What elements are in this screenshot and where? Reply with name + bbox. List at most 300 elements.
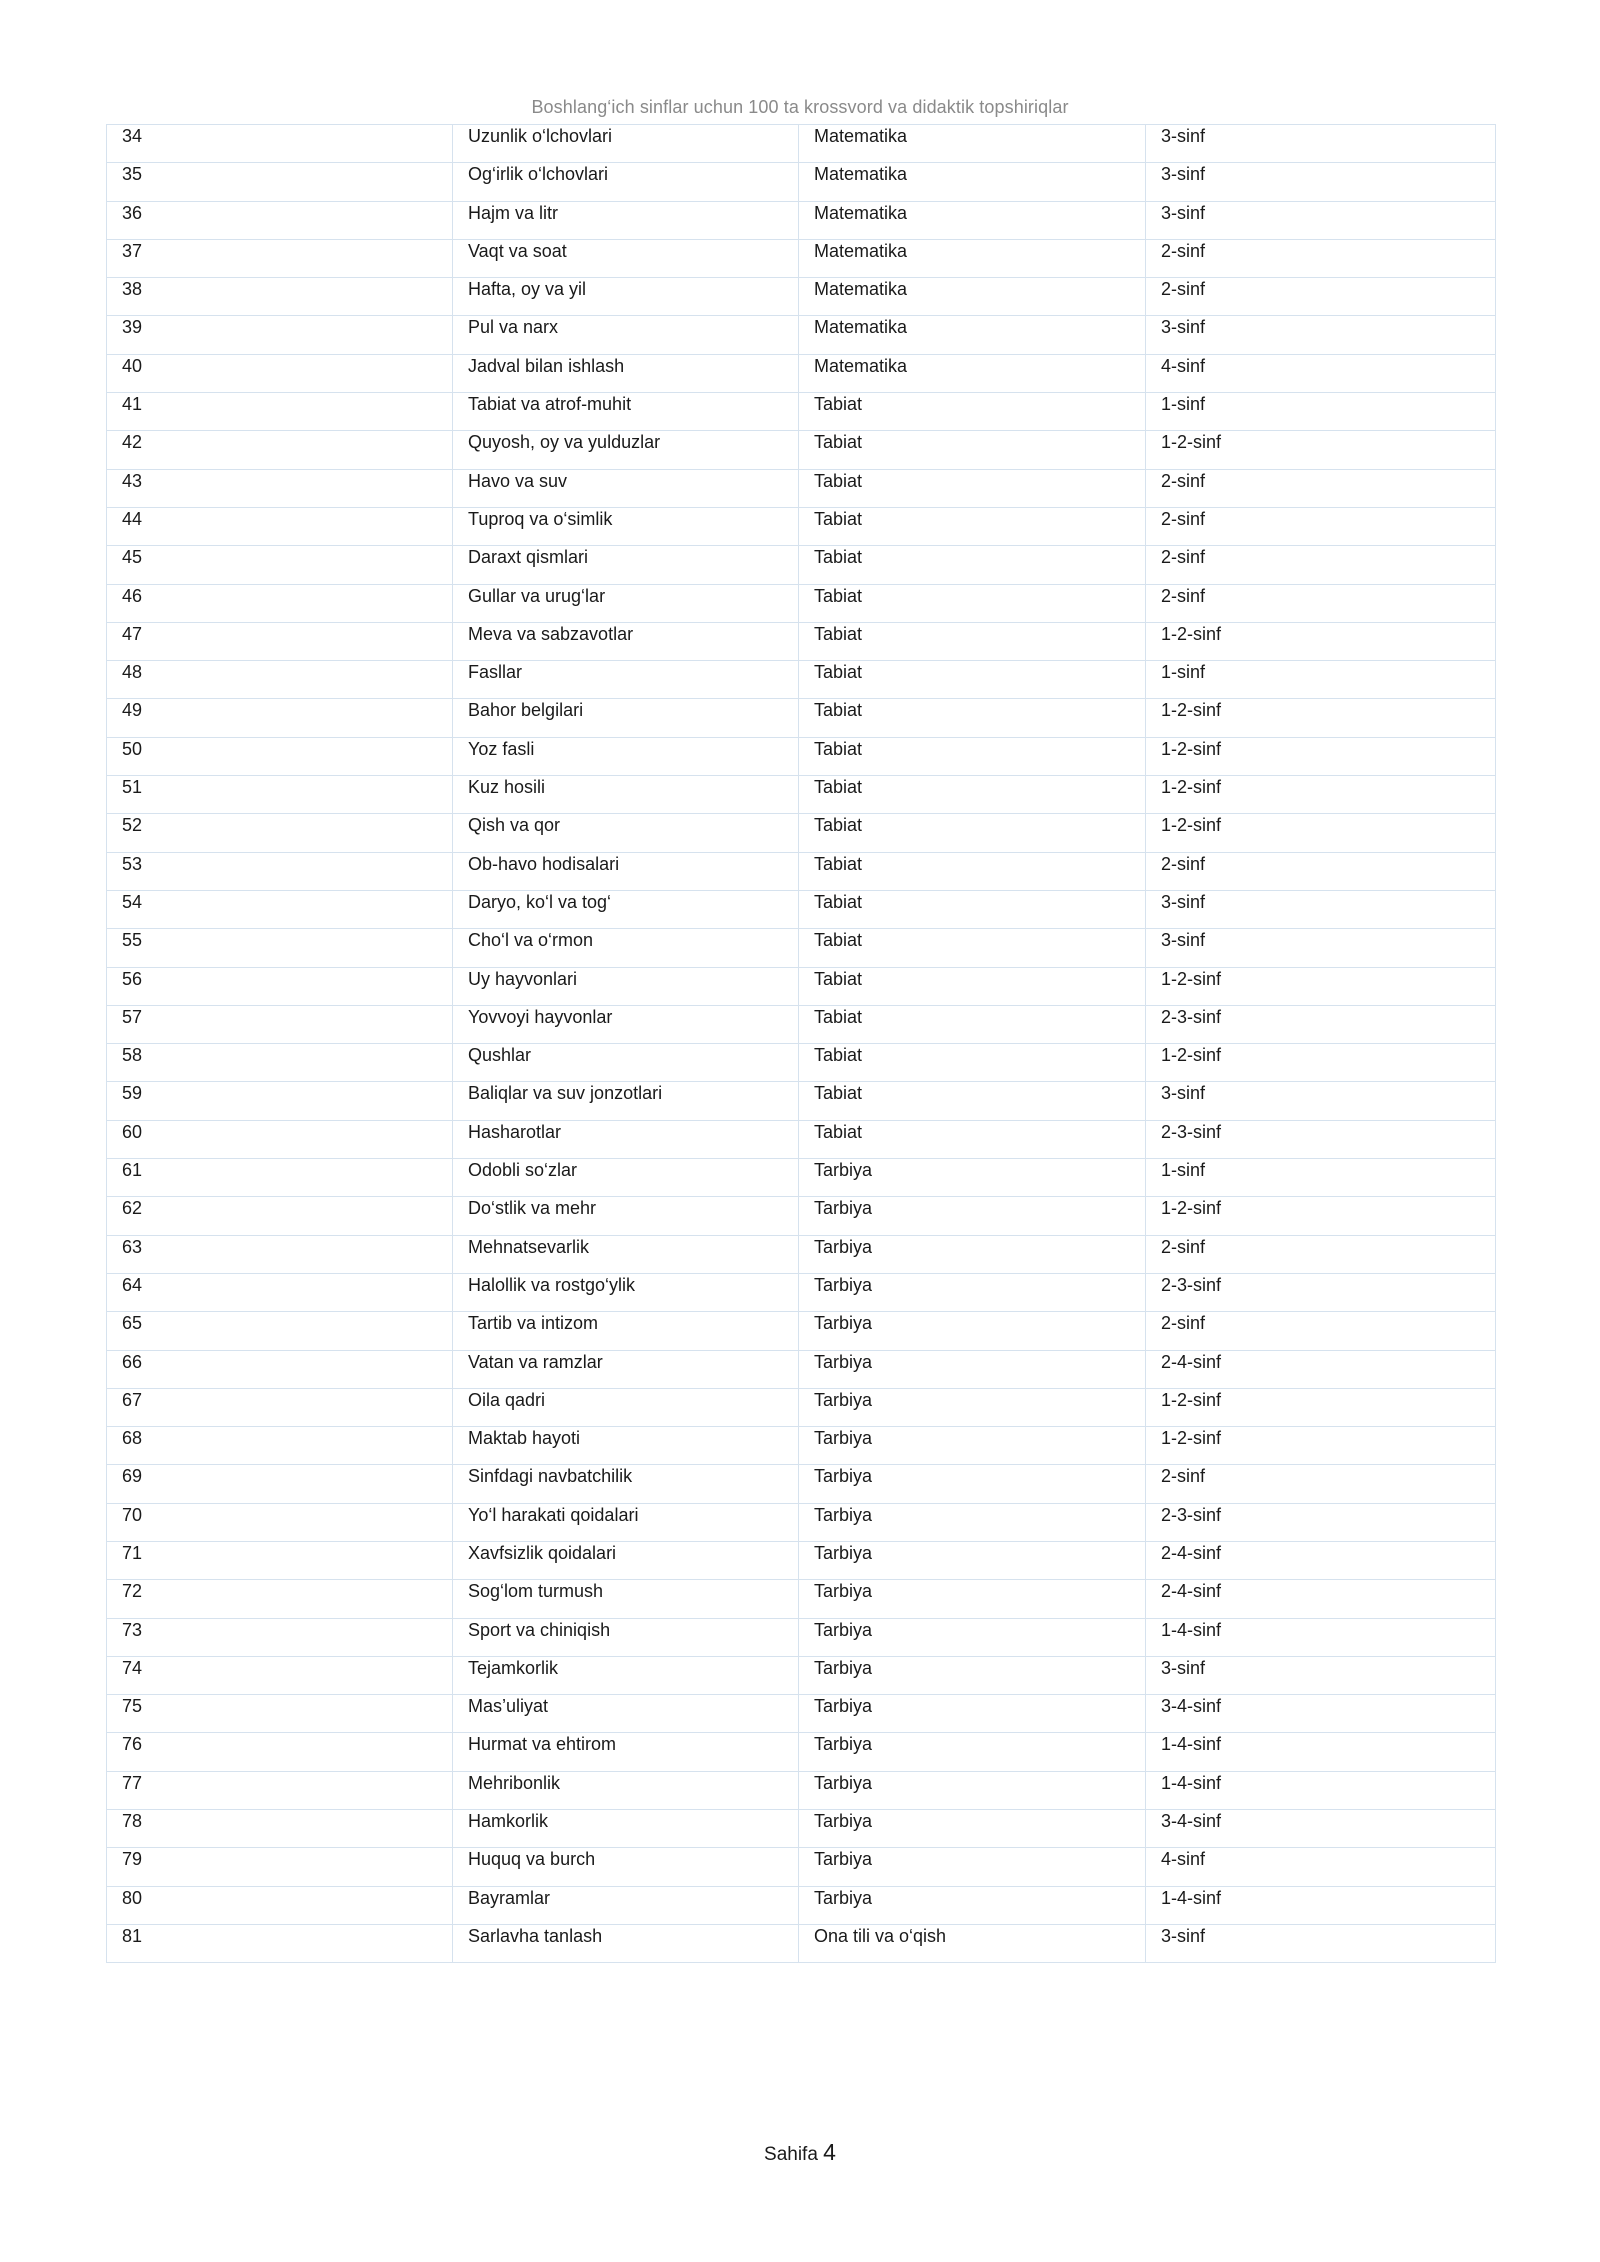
- cell-grade: [1146, 929, 1496, 967]
- cell-subject: [799, 814, 1146, 852]
- cell-grade: [1146, 1312, 1496, 1350]
- cell-grade-text: 3-sinf: [1161, 317, 1206, 338]
- cell-grade-text: 3-sinf: [1161, 202, 1206, 223]
- cell-topic: [453, 1541, 799, 1579]
- cell-number: [107, 852, 453, 890]
- cell-number-text: 41: [122, 394, 143, 415]
- cell-grade-text: 3-sinf: [1161, 1925, 1206, 1946]
- table-row: [107, 1350, 1496, 1388]
- table-row: [107, 1005, 1496, 1043]
- cell-grade: [1146, 1044, 1496, 1082]
- cell-grade-text: 1-2-sinf: [1161, 1045, 1222, 1066]
- cell-subject: [799, 1924, 1146, 1962]
- cell-topic-text: Vaqt va soat: [468, 240, 567, 261]
- cell-topic: [453, 1235, 799, 1273]
- cell-topic-text: Uzunlik o‘lchovlari: [468, 126, 613, 146]
- cell-topic: [453, 967, 799, 1005]
- cell-subject-text: Tabiat: [814, 968, 863, 989]
- cell-topic-text: Cho‘l va o‘rmon: [468, 930, 594, 951]
- cell-grade: [1146, 354, 1496, 392]
- cell-topic-text: Xavfsizlik qoidalari: [468, 1542, 617, 1563]
- cell-grade: [1146, 584, 1496, 622]
- cell-grade-text: 1-2-sinf: [1161, 432, 1222, 453]
- cell-topic: [453, 1848, 799, 1886]
- cell-topic: [453, 393, 799, 431]
- cell-number: [107, 1618, 453, 1656]
- cell-subject-text: Tarbiya: [814, 1504, 873, 1525]
- cell-number-text: 48: [122, 662, 143, 683]
- cell-number: [107, 814, 453, 852]
- cell-topic: [453, 1733, 799, 1771]
- cell-subject: [799, 1695, 1146, 1733]
- table-row: [107, 737, 1496, 775]
- page-header-title: Boshlang‘ich sinflar uchun 100 ta krossvord va didaktik topshiriqlar: [531, 97, 1069, 117]
- cell-grade: [1146, 776, 1496, 814]
- cell-topic-text: Bayramlar: [468, 1887, 551, 1908]
- cell-subject: [799, 125, 1146, 163]
- cell-topic-text: Oila qadri: [468, 1389, 546, 1410]
- cell-grade-text: 2-4-sinf: [1161, 1351, 1222, 1372]
- cell-grade-text: 2-sinf: [1161, 240, 1206, 261]
- cell-topic-text: Tejamkorlik: [468, 1657, 559, 1678]
- cell-topic-text: Tartib va intizom: [468, 1313, 599, 1334]
- table-row: [107, 661, 1496, 699]
- cell-grade-text: 2-3-sinf: [1161, 1504, 1222, 1525]
- table-row: [107, 469, 1496, 507]
- cell-grade: [1146, 1005, 1496, 1043]
- cell-topic: [453, 1005, 799, 1043]
- cell-topic: [453, 1771, 799, 1809]
- cell-grade-text: 3-sinf: [1161, 1083, 1206, 1104]
- cell-subject-text: Matematika: [814, 126, 908, 146]
- cell-grade: [1146, 163, 1496, 201]
- cell-topic-text: Vatan va ramzlar: [468, 1351, 603, 1372]
- cell-subject: [799, 163, 1146, 201]
- cell-topic-text: Yoz fasli: [468, 738, 535, 759]
- cell-grade-text: 3-4-sinf: [1161, 1696, 1222, 1717]
- cell-topic-text: Yovvoyi hayvonlar: [468, 1006, 613, 1027]
- cell-subject-text: Tabiat: [814, 547, 863, 568]
- cell-topic-text: Sinfdagi navbatchilik: [468, 1466, 633, 1487]
- table-row: [107, 1159, 1496, 1197]
- table-row: [107, 1886, 1496, 1924]
- cell-subject-text: Tarbiya: [814, 1274, 873, 1295]
- cell-subject: [799, 1350, 1146, 1388]
- cell-grade-text: 1-2-sinf: [1161, 777, 1222, 798]
- cell-grade: [1146, 661, 1496, 699]
- table-row: [107, 1312, 1496, 1350]
- cell-number-text: 37: [122, 240, 143, 261]
- cell-number: [107, 239, 453, 277]
- cell-subject-text: Matematika: [814, 240, 908, 261]
- cell-grade-text: 1-4-sinf: [1161, 1772, 1222, 1793]
- cell-topic-text: Tuproq va o‘simlik: [468, 508, 613, 529]
- cell-grade-text: 2-4-sinf: [1161, 1542, 1222, 1563]
- cell-number: [107, 163, 453, 201]
- cell-number-text: 70: [122, 1504, 143, 1525]
- cell-number: [107, 1810, 453, 1848]
- cell-topic: [453, 1465, 799, 1503]
- cell-topic: [453, 1350, 799, 1388]
- cell-subject: [799, 1082, 1146, 1120]
- cell-number: [107, 1197, 453, 1235]
- cell-subject-text: Tabiat: [814, 853, 863, 874]
- cell-grade-text: 3-sinf: [1161, 1657, 1206, 1678]
- table-row: [107, 1924, 1496, 1962]
- cell-grade-text: 1-4-sinf: [1161, 1734, 1222, 1755]
- cell-grade-text: 1-2-sinf: [1161, 1389, 1222, 1410]
- cell-topic-text: Daryo, ko‘l va tog‘: [468, 891, 612, 912]
- cell-subject: [799, 431, 1146, 469]
- cell-number: [107, 776, 453, 814]
- cell-topic: [453, 239, 799, 277]
- cell-subject-text: Tarbiya: [814, 1849, 873, 1870]
- cell-topic: [453, 776, 799, 814]
- cell-topic-text: Jadval bilan ishlash: [468, 355, 625, 376]
- cell-grade: [1146, 1197, 1496, 1235]
- cell-subject-text: Tarbiya: [814, 1466, 873, 1487]
- cell-number: [107, 584, 453, 622]
- table-row: [107, 890, 1496, 928]
- table-row: [107, 1580, 1496, 1618]
- cell-subject-text: Tarbiya: [814, 1313, 873, 1334]
- cell-number-text: 63: [122, 1236, 143, 1257]
- cell-number: [107, 507, 453, 545]
- cell-topic-text: Hasharotlar: [468, 1121, 562, 1142]
- cell-subject-text: Tabiat: [814, 508, 863, 529]
- cell-grade: [1146, 278, 1496, 316]
- page-footer: [0, 2139, 1600, 2166]
- cell-number-text: 73: [122, 1619, 143, 1640]
- cell-topic: [453, 163, 799, 201]
- cell-topic-text: Uy hayvonlari: [468, 968, 578, 989]
- cell-topic-text: Hafta, oy va yil: [468, 279, 587, 300]
- cell-topic: [453, 890, 799, 928]
- table-row: [107, 1848, 1496, 1886]
- cell-subject: [799, 393, 1146, 431]
- cell-grade-text: 1-2-sinf: [1161, 738, 1222, 759]
- cell-subject-text: Tarbiya: [814, 1734, 873, 1755]
- cell-subject-text: Tarbiya: [814, 1160, 873, 1181]
- cell-number: [107, 1695, 453, 1733]
- cell-subject-text: Matematika: [814, 164, 908, 185]
- cell-number-text: 81: [122, 1925, 143, 1946]
- cell-topic: [453, 1886, 799, 1924]
- cell-number: [107, 1005, 453, 1043]
- cell-number: [107, 1580, 453, 1618]
- cell-subject: [799, 469, 1146, 507]
- cell-number-text: 62: [122, 1198, 143, 1219]
- cell-topic: [453, 622, 799, 660]
- cell-grade-text: 2-sinf: [1161, 279, 1206, 300]
- table-row: [107, 622, 1496, 660]
- cell-grade: [1146, 125, 1496, 163]
- cell-number-text: 56: [122, 968, 143, 989]
- cell-subject-text: Tabiat: [814, 623, 863, 644]
- cell-grade-text: 1-2-sinf: [1161, 1428, 1222, 1449]
- cell-number: [107, 622, 453, 660]
- cell-subject: [799, 1120, 1146, 1158]
- cell-grade-text: 2-sinf: [1161, 1466, 1206, 1487]
- cell-number-text: 35: [122, 164, 143, 185]
- cell-number: [107, 1771, 453, 1809]
- table-row: [107, 776, 1496, 814]
- cell-subject: [799, 737, 1146, 775]
- cell-number: [107, 1924, 453, 1962]
- cell-subject: [799, 1312, 1146, 1350]
- cell-grade: [1146, 507, 1496, 545]
- cell-number-text: 43: [122, 470, 143, 491]
- cell-topic: [453, 546, 799, 584]
- cell-subject: [799, 776, 1146, 814]
- table-row: [107, 1771, 1496, 1809]
- cell-subject-text: Tarbiya: [814, 1887, 873, 1908]
- cell-subject-text: Tarbiya: [814, 1696, 873, 1717]
- cell-topic-text: Huquq va burch: [468, 1849, 596, 1870]
- cell-grade: [1146, 622, 1496, 660]
- cell-grade: [1146, 852, 1496, 890]
- cell-subject: [799, 354, 1146, 392]
- cell-grade: [1146, 201, 1496, 239]
- cell-subject-text: Tabiat: [814, 470, 863, 491]
- cell-grade-text: 3-sinf: [1161, 930, 1206, 951]
- cell-topic-text: Ob-havo hodisalari: [468, 853, 620, 874]
- cell-number: [107, 1235, 453, 1273]
- cell-topic-text: Hurmat va ehtirom: [468, 1734, 617, 1755]
- cell-topic: [453, 737, 799, 775]
- cell-number-text: 38: [122, 279, 143, 300]
- table-row: [107, 1618, 1496, 1656]
- cell-subject-text: Tarbiya: [814, 1811, 873, 1832]
- cell-topic: [453, 278, 799, 316]
- table-row: [107, 1695, 1496, 1733]
- cell-grade-text: 1-2-sinf: [1161, 815, 1222, 836]
- cell-grade-text: 2-3-sinf: [1161, 1274, 1222, 1295]
- table-row: [107, 1273, 1496, 1311]
- table-row: [107, 1465, 1496, 1503]
- cell-number-text: 45: [122, 547, 143, 568]
- cell-subject: [799, 1503, 1146, 1541]
- cell-subject-text: Tabiat: [814, 930, 863, 951]
- cell-number-text: 34: [122, 126, 143, 146]
- cell-topic: [453, 1427, 799, 1465]
- cell-grade-text: 2-sinf: [1161, 585, 1206, 606]
- table-row: [107, 163, 1496, 201]
- cell-topic-text: Halollik va rostgo‘ylik: [468, 1274, 636, 1295]
- cell-number: [107, 1656, 453, 1694]
- cell-topic-text: Havo va suv: [468, 470, 568, 491]
- cell-number: [107, 1733, 453, 1771]
- cell-number: [107, 967, 453, 1005]
- cell-grade: [1146, 1465, 1496, 1503]
- cell-number-text: 74: [122, 1657, 143, 1678]
- cell-grade: [1146, 1695, 1496, 1733]
- cell-number-text: 68: [122, 1428, 143, 1449]
- cell-number: [107, 1848, 453, 1886]
- cell-number-text: 49: [122, 700, 143, 721]
- cell-number-text: 78: [122, 1811, 143, 1832]
- cell-subject: [799, 201, 1146, 239]
- table-row: [107, 852, 1496, 890]
- cell-subject-text: Tabiat: [814, 585, 863, 606]
- cell-number-text: 71: [122, 1542, 143, 1563]
- cell-number: [107, 1044, 453, 1082]
- cell-grade: [1146, 1120, 1496, 1158]
- cell-grade: [1146, 1886, 1496, 1924]
- cell-number: [107, 1312, 453, 1350]
- cell-subject: [799, 1427, 1146, 1465]
- cell-number: [107, 1273, 453, 1311]
- cell-grade: [1146, 1388, 1496, 1426]
- cell-topic: [453, 354, 799, 392]
- cell-subject-text: Tabiat: [814, 1006, 863, 1027]
- cell-number: [107, 431, 453, 469]
- cell-grade-text: 2-3-sinf: [1161, 1006, 1222, 1027]
- cell-subject: [799, 278, 1146, 316]
- cell-grade-text: 3-sinf: [1161, 891, 1206, 912]
- table-row: [107, 316, 1496, 354]
- cell-number-text: 52: [122, 815, 143, 836]
- cell-number-text: 61: [122, 1160, 143, 1181]
- cell-number-text: 46: [122, 585, 143, 606]
- cell-grade: [1146, 967, 1496, 1005]
- cell-topic: [453, 584, 799, 622]
- cell-subject: [799, 622, 1146, 660]
- cell-number-text: 80: [122, 1887, 143, 1908]
- cell-subject-text: Tabiat: [814, 1083, 863, 1104]
- cell-grade-text: 3-4-sinf: [1161, 1811, 1222, 1832]
- cell-number: [107, 1427, 453, 1465]
- cell-topic: [453, 852, 799, 890]
- cell-number-text: 47: [122, 623, 143, 644]
- cell-topic: [453, 1197, 799, 1235]
- cell-number-text: 67: [122, 1389, 143, 1410]
- cell-number: [107, 737, 453, 775]
- cell-subject-text: Tabiat: [814, 738, 863, 759]
- cell-grade-text: 1-2-sinf: [1161, 623, 1222, 644]
- table-row: [107, 546, 1496, 584]
- cell-subject-text: Matematika: [814, 202, 908, 223]
- cell-subject-text: Tabiat: [814, 1045, 863, 1066]
- cell-number: [107, 1388, 453, 1426]
- table-row: [107, 1082, 1496, 1120]
- cell-number: [107, 469, 453, 507]
- cell-subject-text: Tabiat: [814, 394, 863, 415]
- cell-number-text: 76: [122, 1734, 143, 1755]
- cell-topic-text: Hamkorlik: [468, 1811, 549, 1832]
- table-row: [107, 699, 1496, 737]
- cell-topic: [453, 1618, 799, 1656]
- cell-subject-text: Tabiat: [814, 777, 863, 798]
- cell-grade: [1146, 431, 1496, 469]
- cell-number: [107, 1159, 453, 1197]
- cell-topic: [453, 1810, 799, 1848]
- cell-number-text: 64: [122, 1274, 143, 1295]
- cell-subject: [799, 661, 1146, 699]
- cell-grade: [1146, 1503, 1496, 1541]
- cell-grade: [1146, 393, 1496, 431]
- cell-topic: [453, 1924, 799, 1962]
- cell-grade-text: 1-sinf: [1161, 1160, 1206, 1181]
- table-row: [107, 967, 1496, 1005]
- cell-topic: [453, 1695, 799, 1733]
- cell-subject: [799, 1388, 1146, 1426]
- cell-subject-text: Matematika: [814, 279, 908, 300]
- cell-subject: [799, 1733, 1146, 1771]
- cell-number-text: 53: [122, 853, 143, 874]
- cell-subject: [799, 1656, 1146, 1694]
- table-row: [107, 1656, 1496, 1694]
- cell-subject-text: Tarbiya: [814, 1389, 873, 1410]
- cell-subject-text: Tabiat: [814, 891, 863, 912]
- cell-subject: [799, 546, 1146, 584]
- cell-subject: [799, 1197, 1146, 1235]
- cell-number-text: 79: [122, 1849, 143, 1870]
- cell-number-text: 66: [122, 1351, 143, 1372]
- cell-subject-text: Tarbiya: [814, 1619, 873, 1640]
- cell-grade: [1146, 699, 1496, 737]
- cell-number: [107, 316, 453, 354]
- cell-number-text: 72: [122, 1581, 143, 1602]
- cell-grade-text: 1-2-sinf: [1161, 1198, 1222, 1219]
- cell-topic: [453, 316, 799, 354]
- cell-topic-text: Meva va sabzavotlar: [468, 623, 634, 644]
- cell-topic-text: Do‘stlik va mehr: [468, 1198, 597, 1219]
- cell-topic-text: Tabiat va atrof-muhit: [468, 394, 632, 415]
- cell-topic-text: Qish va qor: [468, 815, 561, 836]
- cell-subject-text: Tarbiya: [814, 1236, 873, 1257]
- cell-number-text: 51: [122, 777, 143, 798]
- cell-topic: [453, 1273, 799, 1311]
- cell-grade-text: 1-sinf: [1161, 662, 1206, 683]
- cell-topic: [453, 1503, 799, 1541]
- cell-number: [107, 1886, 453, 1924]
- cell-subject: [799, 1848, 1146, 1886]
- cell-number-text: 36: [122, 202, 143, 223]
- cell-number-text: 77: [122, 1772, 143, 1793]
- cell-subject: [799, 316, 1146, 354]
- table-row: [107, 431, 1496, 469]
- cell-topic-text: Baliqlar va suv jonzotlari: [468, 1083, 663, 1104]
- cell-number: [107, 1350, 453, 1388]
- cell-grade: [1146, 1082, 1496, 1120]
- cell-topic: [453, 201, 799, 239]
- cell-subject: [799, 929, 1146, 967]
- table-row: [107, 1235, 1496, 1273]
- cell-grade-text: 2-3-sinf: [1161, 1121, 1222, 1142]
- cell-grade: [1146, 814, 1496, 852]
- cell-grade-text: 4-sinf: [1161, 1849, 1206, 1870]
- cell-topic: [453, 431, 799, 469]
- cell-subject: [799, 852, 1146, 890]
- cell-topic: [453, 1656, 799, 1694]
- cell-topic: [453, 125, 799, 163]
- table-row: [107, 1503, 1496, 1541]
- cell-subject: [799, 699, 1146, 737]
- cell-grade: [1146, 546, 1496, 584]
- cell-topic-text: Maktab hayoti: [468, 1428, 581, 1449]
- cell-topic-text: Quyosh, oy va yulduzlar: [468, 432, 661, 453]
- cell-grade: [1146, 469, 1496, 507]
- cell-topic-text: Mas’uliyat: [468, 1696, 549, 1717]
- cell-number: [107, 1465, 453, 1503]
- cell-grade-text: 2-4-sinf: [1161, 1581, 1222, 1602]
- cell-topic: [453, 929, 799, 967]
- table-row: [107, 1044, 1496, 1082]
- cell-grade-text: 2-sinf: [1161, 470, 1206, 491]
- table-row: [107, 1427, 1496, 1465]
- cell-subject: [799, 1810, 1146, 1848]
